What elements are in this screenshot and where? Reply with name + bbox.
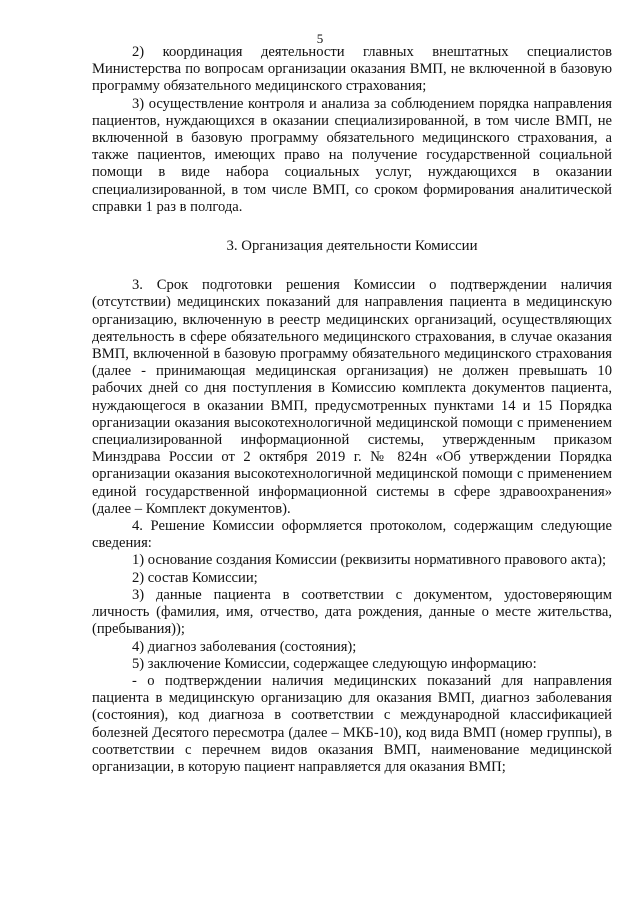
list-subitem-confirmation: - о подтверждении наличия медицинских показаний для направления пациента в медицинскую организацию для оказания ВМП, диагноз заболевания (состояния), код диагноза в соответствии с международной классификацией болезней Десятого пересмотра (далее – МКБ-10), код вида ВМП (номер группы), в соответствии с перечнем видов оказания ВМП, наименование медицинской организации, в которую пациент направляется для оказания ВМП;: [92, 672, 612, 775]
paragraph-item-3-control: 3) осуществление контроля и анализа за соблюдением порядка направления пациентов, нуждающихся в оказании специализированной, в том числе ВМП, не включенной в базовую программу обязательного медицинского страхования, а также пациентов, имеющих право на получение государственной социальной помощи в виде набора социальных услуг, нуждающихся в оказании специализированной, в том числе ВМП, со сроком формирования аналитической справки 1 раз в полгода.: [92, 95, 612, 215]
section-heading: 3. Организация деятельности Комиссии: [226, 238, 478, 255]
list-item-5: 5) заключение Комиссии, содержащее следующую информацию:: [132, 655, 537, 672]
list-item-4: 4) диагноз заболевания (состояния);: [132, 638, 357, 655]
paragraph-clause-4: 4. Решение Комиссии оформляется протоколом, содержащим следующие сведения:: [92, 518, 612, 552]
list-item-1: 1) основание создания Комиссии (реквизиты нормативного правового акта);: [132, 552, 607, 569]
paragraph-item-2-coordination: 2) координация деятельности главных внештатных специалистов Министерства по вопросам организации оказания ВМП, не включенной в базовую программу обязательного медицинского страхования;: [92, 44, 612, 95]
paragraph-clause-3: 3. Срок подготовки решения Комиссии о подтверждении наличия (отсутствии) медицинских показаний для направления пациента в медицинскую организацию, включенную в реестр медицинских организаций, осуществляющих деятельность в сфере обязательного медицинского страхования, в случае оказания ВМП, включенной в базовую программу обязательного медицинского страхования (далее - принимающая медицинская организация) не должен превышать 10 рабочих дней со дня поступления в Комиссию комплекта документов пациента, нуждающегося в оказании ВМП, предусмотренных пунктами 14 и 15 Порядка организации оказания высокотехнологичной медицинской помощи с применением специализированной информационной системы, утвержденным приказом Минздрава России от 2 октября 2019 г. № 824н «Об утверждении Порядка организации оказания высокотехнологичной медицинской помощи с применением единой государственной информационной системы в сфере здравоохранения» (далее – Комплект документов).: [92, 277, 612, 517]
list-item-2: 2) состав Комиссии;: [132, 569, 258, 586]
list-item-3: 3) данные пациента в соответствии с документом, удостоверяющим личность (фамилия, имя, отчество, дата рождения, данные о месте жительства, (пребывания));: [92, 586, 612, 638]
page-content: [92, 44, 612, 776]
page-number: 5: [316, 31, 324, 46]
